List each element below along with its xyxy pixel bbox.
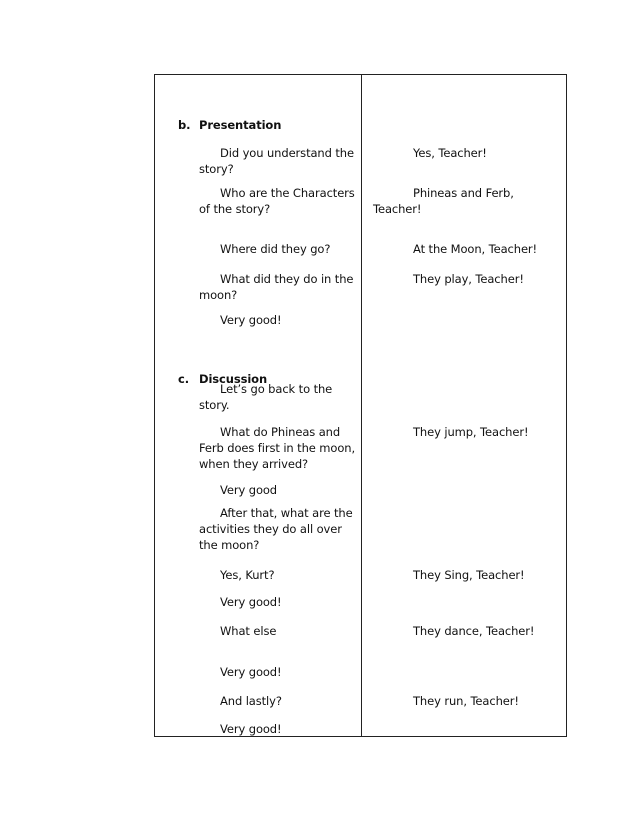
student-line: They dance, Teacher! xyxy=(413,624,535,638)
section-title: Discussion xyxy=(199,372,268,386)
teacher-line: Very good! xyxy=(220,665,282,679)
teacher-line: Very good xyxy=(220,483,278,497)
teacher-line: And lastly? xyxy=(220,694,282,708)
teacher-line: Yes, Kurt? xyxy=(220,568,275,582)
teacher-line: What else xyxy=(220,624,277,638)
student-line: They jump, Teacher! xyxy=(413,425,529,439)
teacher-line: Very good! xyxy=(220,722,282,736)
teacher-line: After that, what are the activities they do all over the moon? xyxy=(199,506,353,552)
student-line: They play, Teacher! xyxy=(413,272,524,286)
teacher-line: Did you understand the story? xyxy=(199,146,354,176)
teacher-line: What do Phineas and Ferb does first in the moon, when they arrived? xyxy=(199,425,356,471)
teacher-line: Let’s go back to the story. xyxy=(199,382,333,412)
section-heading-presentation xyxy=(178,101,281,133)
student-line: Phineas and Ferb, Teacher! xyxy=(373,186,514,216)
section-title: Presentation xyxy=(199,118,282,132)
student-line: At the Moon, Teacher! xyxy=(413,242,538,256)
teacher-line: What did they do in the moon? xyxy=(199,272,354,302)
teacher-line: Very good! xyxy=(220,313,282,327)
section-letter: b. xyxy=(178,118,191,132)
student-line: They Sing, Teacher! xyxy=(413,568,525,582)
teacher-line: Very good! xyxy=(220,595,282,609)
student-line: Yes, Teacher! xyxy=(413,146,487,160)
student-line: They run, Teacher! xyxy=(413,694,519,708)
teacher-line: Who are the Characters of the story? xyxy=(199,186,355,216)
teacher-line: Where did they go? xyxy=(220,242,331,256)
section-letter: c. xyxy=(178,372,189,386)
column-divider xyxy=(361,74,362,737)
